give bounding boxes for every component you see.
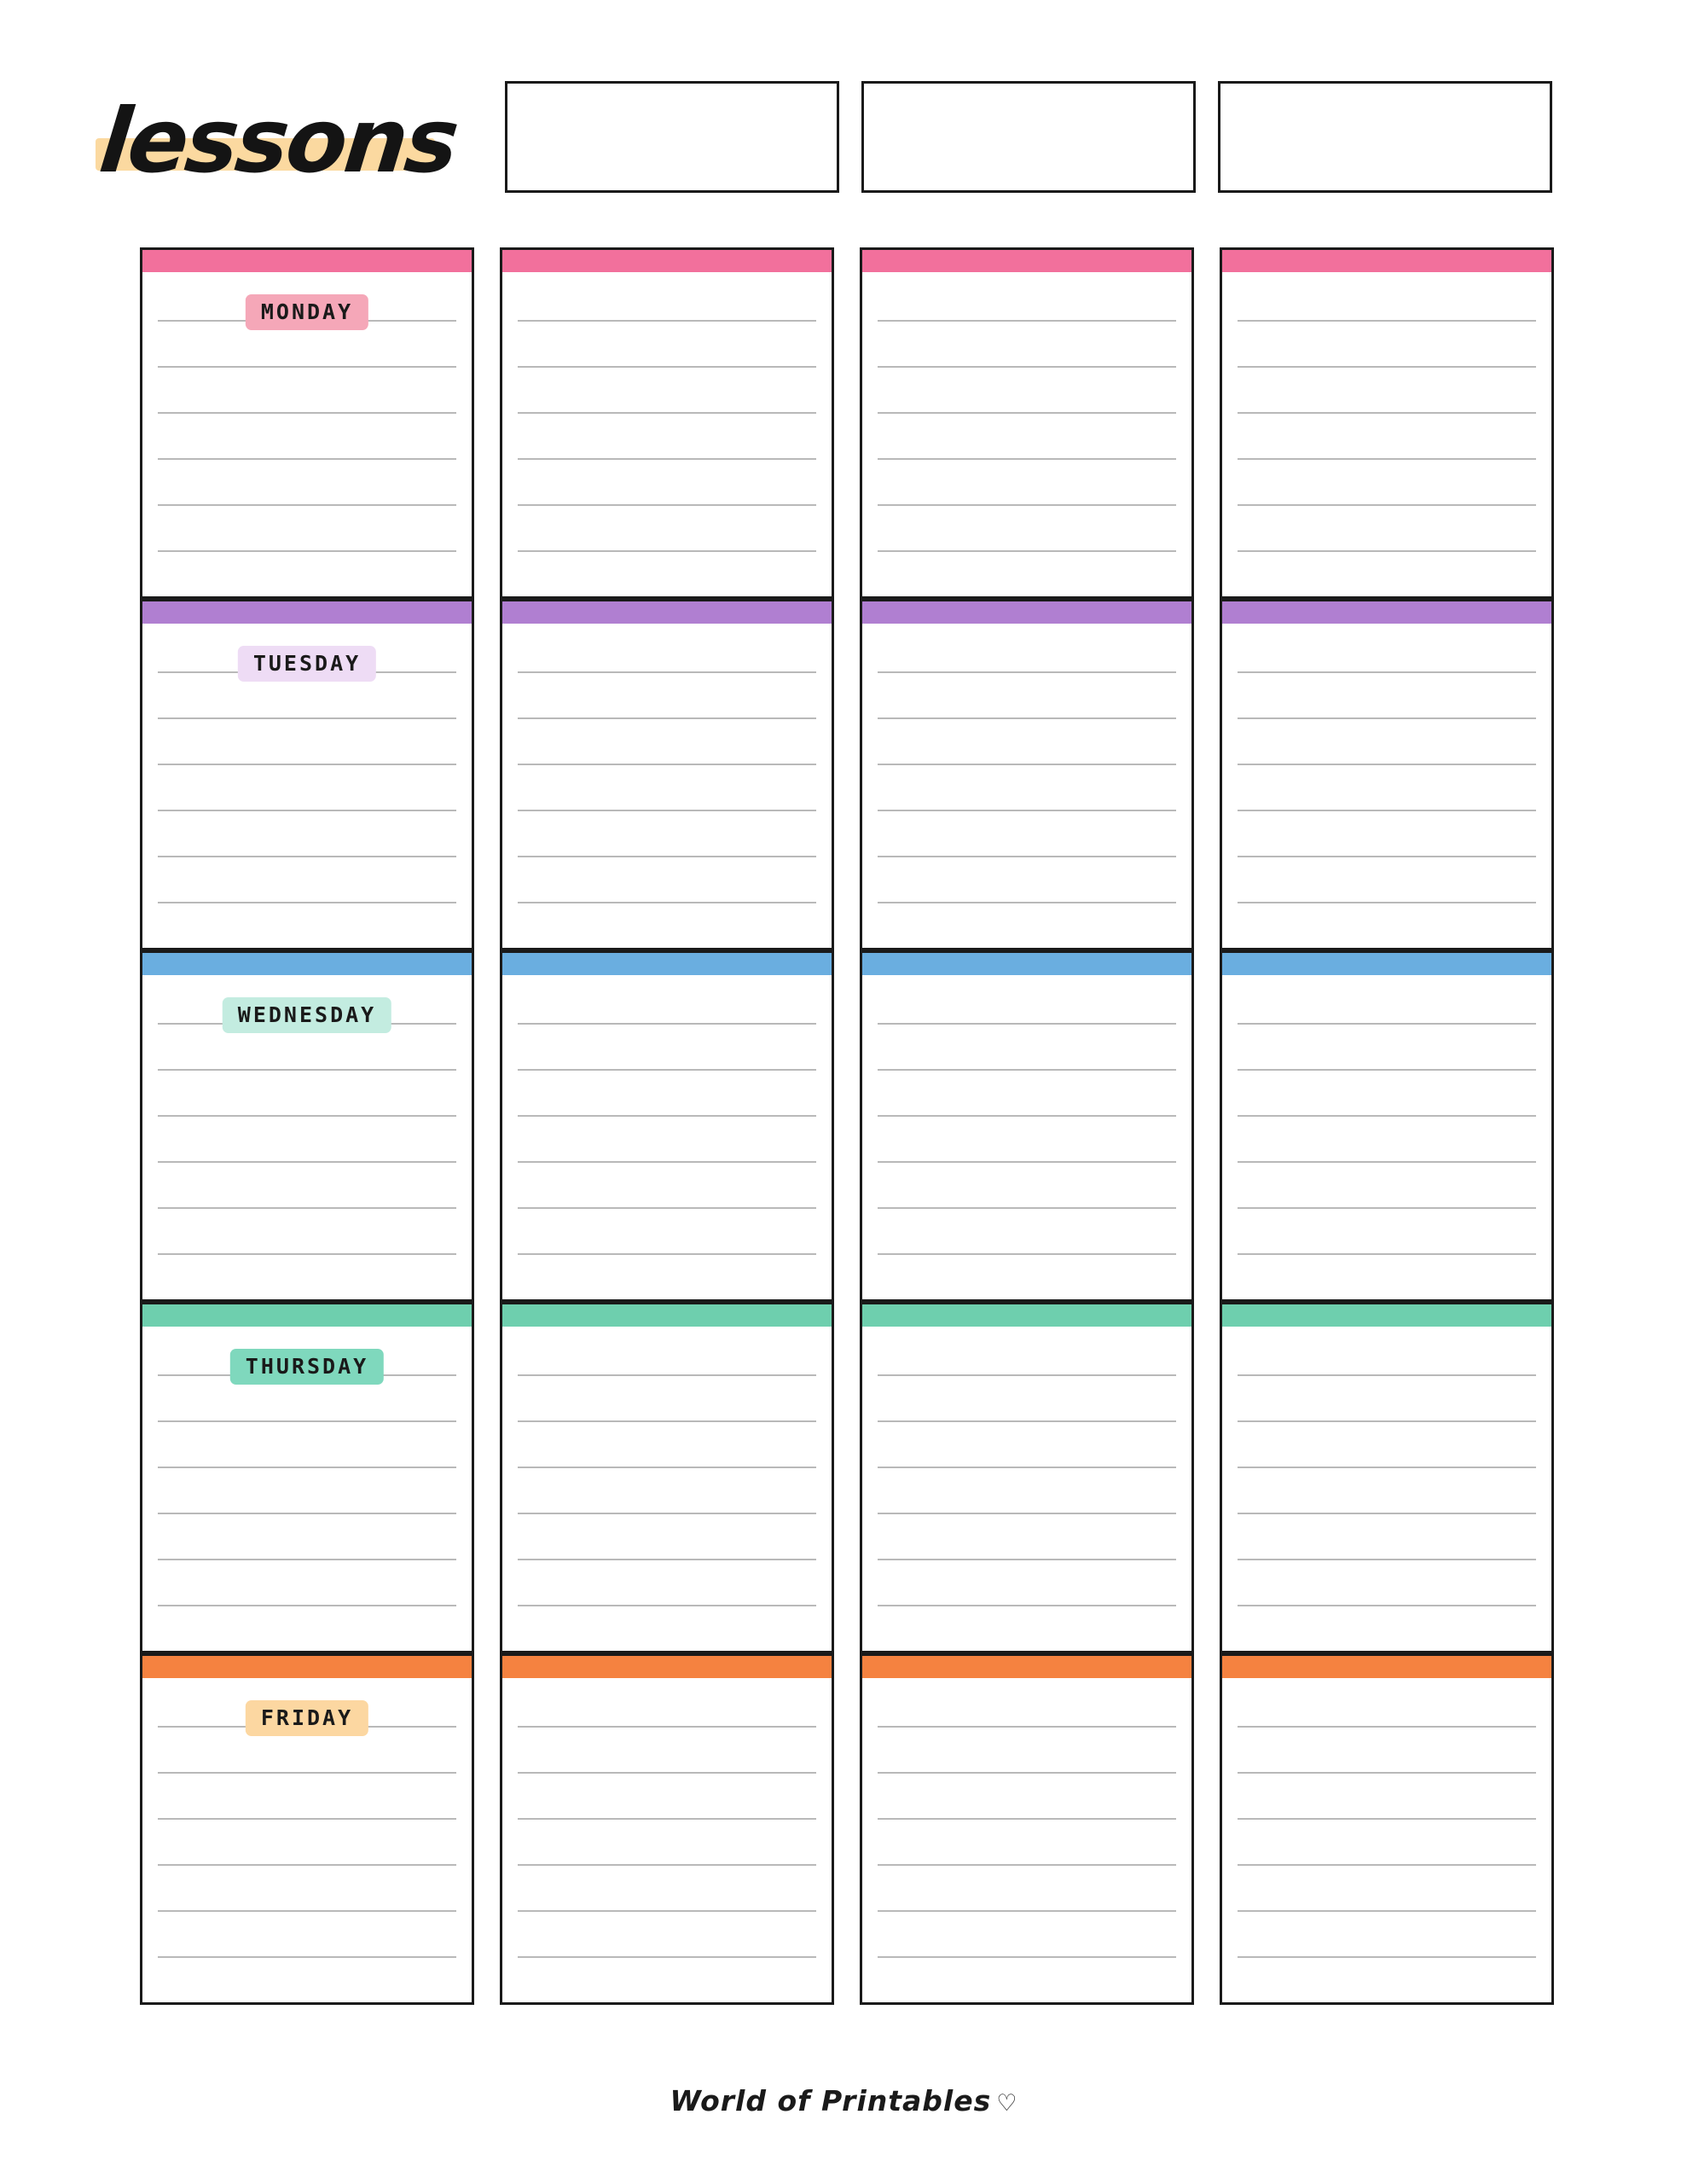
day-label-wednesday: WEDNESDAY: [223, 997, 391, 1033]
writing-line: [878, 1818, 1176, 1820]
writing-line: [518, 1956, 816, 1958]
header-box-3[interactable]: [1218, 81, 1552, 193]
cell-tuesday-2[interactable]: [500, 599, 834, 950]
writing-line: [878, 671, 1176, 673]
day-label-monday: MONDAY: [246, 294, 368, 330]
writing-line: [878, 550, 1176, 552]
writing-line: [518, 550, 816, 552]
writing-lines: [862, 975, 1191, 1299]
day-row-thursday: [0, 1302, 1687, 1653]
writing-line: [158, 1910, 456, 1912]
writing-line: [518, 1726, 816, 1728]
writing-line: [158, 1467, 456, 1468]
writing-line: [518, 1559, 816, 1560]
writing-line: [878, 320, 1176, 322]
writing-line: [158, 1818, 456, 1820]
writing-line: [878, 412, 1176, 414]
writing-line: [1238, 1374, 1536, 1376]
color-band-monday: [502, 250, 832, 272]
color-band-monday: [142, 250, 472, 272]
color-band-thursday: [502, 1304, 832, 1327]
writing-line: [518, 1374, 816, 1376]
color-band-tuesday: [862, 601, 1191, 624]
cell-wednesday-3[interactable]: [860, 950, 1194, 1302]
writing-line: [1238, 458, 1536, 460]
writing-line: [878, 1910, 1176, 1912]
writing-line: [158, 1513, 456, 1514]
writing-lines: [502, 624, 832, 948]
writing-line: [158, 764, 456, 765]
writing-line: [1238, 1253, 1536, 1255]
writing-line: [518, 1467, 816, 1468]
cell-wednesday-4[interactable]: [1220, 950, 1554, 1302]
writing-line: [1238, 1420, 1536, 1422]
writing-line: [158, 810, 456, 811]
writing-line: [1238, 717, 1536, 719]
writing-line: [1238, 1864, 1536, 1866]
cell-wednesday-2[interactable]: [500, 950, 834, 1302]
cell-monday-1[interactable]: [140, 247, 474, 599]
writing-line: [878, 1467, 1176, 1468]
writing-line: [518, 856, 816, 857]
header-box-1[interactable]: [505, 81, 839, 193]
writing-lines: [862, 1327, 1191, 1651]
heart-icon: ♡: [996, 2090, 1017, 2117]
writing-line: [518, 412, 816, 414]
color-band-friday: [1222, 1656, 1551, 1678]
cell-friday-3[interactable]: [860, 1653, 1194, 2005]
writing-line: [878, 1115, 1176, 1117]
writing-line: [1238, 1467, 1536, 1468]
writing-line: [158, 856, 456, 857]
writing-line: [1238, 856, 1536, 857]
writing-lines: [502, 1327, 832, 1651]
writing-line: [158, 504, 456, 506]
color-band-monday: [1222, 250, 1551, 272]
writing-line: [518, 1069, 816, 1071]
writing-line: [518, 1772, 816, 1774]
writing-lines: [862, 624, 1191, 948]
writing-line: [518, 366, 816, 368]
cell-thursday-3[interactable]: [860, 1302, 1194, 1653]
day-row-friday: [0, 1653, 1687, 2005]
writing-line: [878, 764, 1176, 765]
writing-line: [518, 1513, 816, 1514]
writing-line: [1238, 1605, 1536, 1606]
color-band-thursday: [142, 1304, 472, 1327]
writing-line: [878, 1374, 1176, 1376]
writing-line: [878, 902, 1176, 903]
writing-line: [518, 717, 816, 719]
brand-label: World of Printables: [670, 2084, 992, 2117]
writing-line: [518, 902, 816, 903]
page-title-text: lessons: [95, 89, 461, 193]
cell-monday-4[interactable]: [1220, 247, 1554, 599]
writing-line: [158, 1420, 456, 1422]
writing-lines: [502, 975, 832, 1299]
writing-line: [878, 1726, 1176, 1728]
color-band-monday: [862, 250, 1191, 272]
writing-line: [158, 458, 456, 460]
page-header: [0, 60, 1687, 213]
day-row-monday: [0, 247, 1687, 599]
color-band-tuesday: [142, 601, 472, 624]
cell-wednesday-1[interactable]: [140, 950, 474, 1302]
writing-lines: [1222, 624, 1551, 948]
writing-lines: [862, 272, 1191, 596]
writing-line: [158, 1115, 456, 1117]
writing-lines: [1222, 1327, 1551, 1651]
page-footer: [0, 2084, 1687, 2117]
color-band-thursday: [862, 1304, 1191, 1327]
color-band-thursday: [1222, 1304, 1551, 1327]
writing-line: [158, 1069, 456, 1071]
writing-line: [878, 810, 1176, 811]
writing-line: [1238, 1726, 1536, 1728]
color-band-wednesday: [862, 953, 1191, 975]
writing-line: [158, 1772, 456, 1774]
cell-thursday-1[interactable]: [140, 1302, 474, 1653]
color-band-tuesday: [502, 601, 832, 624]
page-title: [95, 85, 461, 205]
writing-line: [878, 1253, 1176, 1255]
writing-line: [518, 1253, 816, 1255]
writing-line: [1238, 366, 1536, 368]
writing-line: [518, 1605, 816, 1606]
writing-line: [878, 366, 1176, 368]
day-row-wednesday: [0, 950, 1687, 1302]
writing-line: [518, 1864, 816, 1866]
writing-line: [158, 1605, 456, 1606]
writing-line: [878, 1956, 1176, 1958]
writing-line: [518, 320, 816, 322]
writing-line: [1238, 1161, 1536, 1163]
writing-line: [518, 1161, 816, 1163]
cell-friday-2[interactable]: [500, 1653, 834, 2005]
writing-line: [518, 1023, 816, 1025]
writing-line: [1238, 1559, 1536, 1560]
writing-line: [1238, 810, 1536, 811]
writing-line: [518, 1420, 816, 1422]
writing-line: [518, 1818, 816, 1820]
writing-line: [518, 764, 816, 765]
writing-line: [1238, 412, 1536, 414]
writing-line: [1238, 1910, 1536, 1912]
writing-line: [878, 1420, 1176, 1422]
color-band-wednesday: [142, 953, 472, 975]
writing-lines: [502, 272, 832, 596]
writing-line: [158, 717, 456, 719]
writing-line: [1238, 764, 1536, 765]
day-row-tuesday: [0, 599, 1687, 950]
writing-line: [878, 1069, 1176, 1071]
color-band-tuesday: [1222, 601, 1551, 624]
day-label-friday: FRIDAY: [246, 1700, 368, 1736]
writing-line: [158, 412, 456, 414]
writing-line: [158, 1207, 456, 1209]
writing-lines: [1222, 1678, 1551, 2002]
writing-line: [518, 1207, 816, 1209]
writing-line: [518, 1115, 816, 1117]
writing-line: [878, 717, 1176, 719]
writing-lines: [1222, 272, 1551, 596]
writing-line: [1238, 1772, 1536, 1774]
writing-line: [1238, 1115, 1536, 1117]
writing-line: [878, 1559, 1176, 1560]
lesson-grid: [0, 247, 1687, 2005]
writing-line: [158, 366, 456, 368]
writing-line: [1238, 1513, 1536, 1514]
writing-line: [878, 1864, 1176, 1866]
writing-line: [1238, 320, 1536, 322]
writing-line: [518, 671, 816, 673]
cell-tuesday-4[interactable]: [1220, 599, 1554, 950]
writing-line: [518, 810, 816, 811]
color-band-friday: [862, 1656, 1191, 1678]
day-label-tuesday: TUESDAY: [238, 646, 376, 682]
color-band-wednesday: [1222, 953, 1551, 975]
writing-line: [878, 1023, 1176, 1025]
writing-lines: [1222, 975, 1551, 1299]
writing-line: [158, 1161, 456, 1163]
cell-monday-3[interactable]: [860, 247, 1194, 599]
writing-line: [1238, 504, 1536, 506]
writing-line: [878, 504, 1176, 506]
writing-line: [158, 1956, 456, 1958]
writing-line: [1238, 550, 1536, 552]
writing-line: [878, 458, 1176, 460]
writing-line: [1238, 1956, 1536, 1958]
day-label-thursday: THURSDAY: [230, 1349, 384, 1385]
writing-lines: [862, 1678, 1191, 2002]
writing-lines: [502, 1678, 832, 2002]
cell-friday-4[interactable]: [1220, 1653, 1554, 2005]
cell-thursday-2[interactable]: [500, 1302, 834, 1653]
color-band-friday: [502, 1656, 832, 1678]
writing-line: [158, 1253, 456, 1255]
writing-line: [158, 1559, 456, 1560]
writing-line: [878, 1207, 1176, 1209]
writing-line: [1238, 1069, 1536, 1071]
cell-thursday-4[interactable]: [1220, 1302, 1554, 1653]
writing-line: [518, 504, 816, 506]
writing-line: [878, 1161, 1176, 1163]
writing-line: [878, 856, 1176, 857]
color-band-wednesday: [502, 953, 832, 975]
writing-line: [518, 1910, 816, 1912]
writing-line: [158, 550, 456, 552]
cell-tuesday-3[interactable]: [860, 599, 1194, 950]
writing-line: [1238, 902, 1536, 903]
writing-line: [158, 902, 456, 903]
writing-line: [518, 458, 816, 460]
writing-line: [1238, 1818, 1536, 1820]
writing-line: [878, 1605, 1176, 1606]
header-box-2[interactable]: [861, 81, 1196, 193]
writing-line: [1238, 671, 1536, 673]
writing-line: [1238, 1207, 1536, 1209]
writing-line: [158, 1864, 456, 1866]
cell-tuesday-1[interactable]: [140, 599, 474, 950]
cell-friday-1[interactable]: [140, 1653, 474, 2005]
color-band-friday: [142, 1656, 472, 1678]
writing-line: [878, 1772, 1176, 1774]
cell-monday-2[interactable]: [500, 247, 834, 599]
writing-line: [878, 1513, 1176, 1514]
writing-line: [1238, 1023, 1536, 1025]
